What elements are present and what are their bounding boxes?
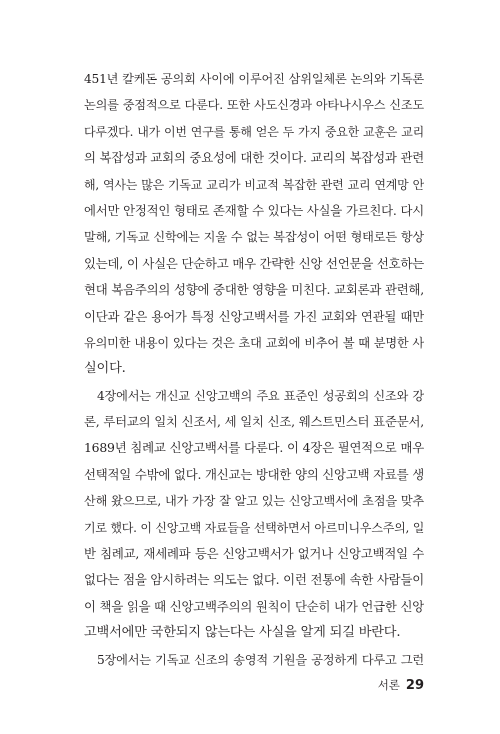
text-line: 있는데, 이 사실은 단순하고 매우 간략한 신앙 선언문을 선호하는 <box>84 255 424 271</box>
paragraph <box>84 66 424 383</box>
text-line: 현대 복음주의의 성향에 중대한 영향을 미친다. 교회론과 관련해, <box>84 282 424 298</box>
text-line: 4장에서는 개신교 신앙고백의 주요 표준인 성공회의 신조와 강 <box>97 388 424 403</box>
text-line: 없다는 점을 암시하려는 의도는 없다. 이런 전통에 속한 사람들이 <box>84 572 424 588</box>
text-line: 5장에서는 기독교 신조의 송영적 기원을 공정하게 다루고 그런 <box>97 652 424 667</box>
text-line: 에서만 안정적인 형태로 존재할 수 있다는 사실을 가르친다. 다시 <box>84 202 424 218</box>
page-number: 29 <box>405 678 424 693</box>
paragraph <box>84 647 424 673</box>
text-line: 기로 했다. 이 신앙고백 자료들을 선택하면서 아르미니우스주의, 일 <box>84 520 424 535</box>
text-line: 산해 왔으므로, 내가 가장 잘 알고 있는 신앙고백서에 초점을 맞추 <box>84 494 424 509</box>
text-line: 다루겠다. 내가 이번 연구를 통해 얻은 두 가지 중요한 교훈은 교리 <box>84 124 424 139</box>
text-line: 의 복잡성과 교회의 중요성에 대한 것이다. 교리의 복잡성과 관련 <box>84 150 424 166</box>
page-body <box>84 66 424 673</box>
paragraph <box>84 383 424 647</box>
text-line: 1689년 침례교 신앙고백서를 다룬다. 이 4장은 필연적으로 매우 <box>84 440 424 456</box>
text-line: 논의를 중점적으로 다룬다. 또한 사도신경과 아타나시우스 신조도 <box>84 98 424 113</box>
text-line: 유의미한 내용이 있다는 것은 초대 교회에 비추어 볼 때 분명한 사 <box>84 335 424 350</box>
text-line: 선택적일 수밖에 없다. 개신교는 방대한 양의 신앙고백 자료를 생 <box>84 466 424 482</box>
text-line: 이 책을 읽을 때 신앙고백주의의 원칙이 단순히 내가 언급한 신앙 <box>84 598 424 614</box>
text-line: 론, 루터교의 일치 신조서, 세 일치 신조, 웨스트민스터 표준문서, <box>84 414 424 430</box>
page-footer <box>300 674 424 693</box>
text-line: 해, 역사는 많은 기독교 교리가 비교적 복잡한 관련 교리 연계망 안 <box>84 177 424 192</box>
text-line: 고백서에만 국한되지 않는다는 사실을 알게 되길 바란다. <box>84 625 401 641</box>
text-line: 451년 칼케돈 공의회 사이에 이루어진 삼위일체론 논의와 기독론 <box>84 72 424 86</box>
text-line: 말해, 기독교 신학에는 지울 수 없는 복잡성이 어떤 형태로든 항상 <box>84 230 424 245</box>
text-line: 반 침례교, 재세례파 등은 신앙고백서가 없거나 신앙고백적일 수 <box>84 546 424 562</box>
running-section-title: 서론 <box>377 678 400 692</box>
text-line: 실이다. <box>84 361 126 377</box>
text-line: 이단과 같은 용어가 특정 신앙고백서를 가진 교회와 연관될 때만 <box>84 308 424 324</box>
